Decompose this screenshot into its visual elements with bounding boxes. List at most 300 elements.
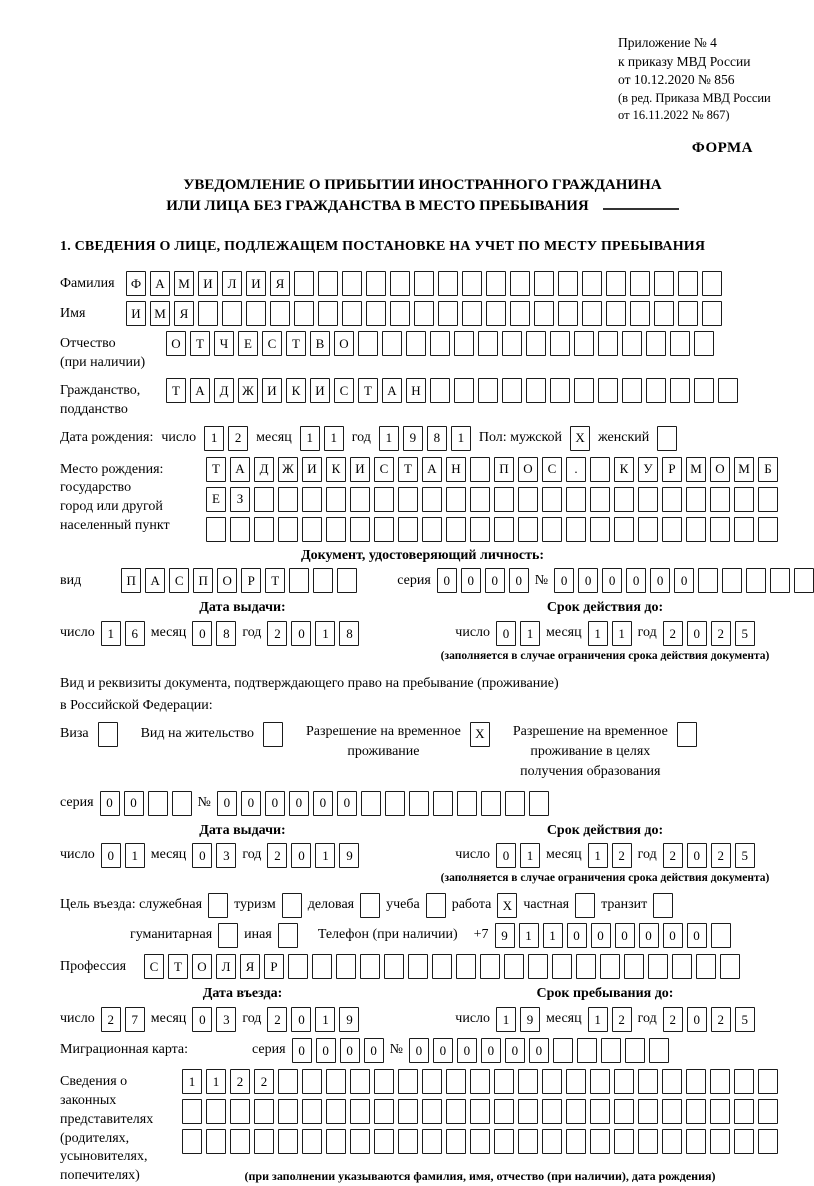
char-cell xyxy=(446,1069,466,1094)
char-cell xyxy=(422,517,442,542)
char-cell: С xyxy=(262,331,282,356)
char-cell: 2 xyxy=(267,621,287,646)
char-cell: 0 xyxy=(650,568,670,593)
char-cell xyxy=(230,517,250,542)
char-cell xyxy=(289,568,309,593)
char-cell: 2 xyxy=(612,843,632,868)
char-cell: 0 xyxy=(124,791,144,816)
char-cell: 0 xyxy=(364,1038,384,1063)
sex-female-label: женский xyxy=(598,429,650,445)
char-cell xyxy=(302,517,322,542)
month-label: месяц xyxy=(150,1010,187,1026)
char-cell xyxy=(574,331,594,356)
char-cell xyxy=(758,517,778,542)
char-cell: 0 xyxy=(291,621,311,646)
char-cell xyxy=(614,517,634,542)
char-cell xyxy=(350,517,370,542)
char-cell: А xyxy=(145,568,165,593)
char-cell: И xyxy=(262,378,282,403)
char-cell: 0 xyxy=(313,791,333,816)
work-label: работа xyxy=(451,897,492,912)
char-cell xyxy=(711,923,731,948)
char-cell xyxy=(406,331,426,356)
char-cell: Д xyxy=(254,457,274,482)
char-cell xyxy=(422,1099,442,1124)
char-cell: 6 xyxy=(125,621,145,646)
char-cell: К xyxy=(286,378,306,403)
char-cell xyxy=(398,1099,418,1124)
char-cell: Б xyxy=(758,457,778,482)
char-cell xyxy=(614,487,634,512)
char-cell: 1 xyxy=(543,923,563,948)
char-cell xyxy=(590,517,610,542)
char-cell xyxy=(230,1099,250,1124)
rvp-checkbox xyxy=(470,722,490,747)
expiry-note: (заполняется в случае ограничения срока действия документа) xyxy=(440,872,770,885)
expiry-note: (заполняется в случае ограничения срока действия документа) xyxy=(440,650,770,663)
char-cell xyxy=(550,331,570,356)
entry-date-heading: Дата въезда: xyxy=(202,985,283,1001)
char-cell xyxy=(577,1038,597,1063)
char-cell: С xyxy=(334,378,354,403)
char-cell xyxy=(366,271,386,296)
char-cell xyxy=(566,1099,586,1124)
permit-number-label: № xyxy=(197,794,211,810)
doc-dates xyxy=(60,599,785,664)
char-cell: 0 xyxy=(437,568,457,593)
header-line: к приказу МВД России xyxy=(618,53,751,69)
field-profession xyxy=(60,954,785,979)
char-cell: К xyxy=(326,457,346,482)
doc-series-cells xyxy=(437,568,529,593)
char-cell xyxy=(694,378,714,403)
char-cell: П xyxy=(121,568,141,593)
char-cell xyxy=(734,517,754,542)
char-cell: Д xyxy=(214,378,234,403)
migcard-number-cells xyxy=(409,1038,669,1063)
visa-checkbox xyxy=(98,722,118,747)
char-cell: 5 xyxy=(735,1007,755,1032)
char-cell xyxy=(502,331,522,356)
char-cell xyxy=(454,331,474,356)
char-cell xyxy=(198,301,218,326)
permit-issue-month-cells xyxy=(192,843,236,868)
month-label: месяц xyxy=(546,625,582,641)
char-cell xyxy=(758,487,778,512)
char-cell: 0 xyxy=(591,923,611,948)
char-cell xyxy=(638,1129,658,1154)
char-cell: 0 xyxy=(192,621,212,646)
entry-stay-dates xyxy=(60,985,785,1032)
char-cell xyxy=(598,378,618,403)
char-cell: 2 xyxy=(267,1007,287,1032)
purpose-official-checkbox xyxy=(208,893,228,918)
char-cell: А xyxy=(230,457,250,482)
char-cell xyxy=(630,271,650,296)
birthdate-label: Дата рождения: xyxy=(60,429,154,445)
char-cell xyxy=(294,271,314,296)
char-cell xyxy=(582,271,602,296)
phone-prefix: +7 xyxy=(473,927,489,942)
char-cell xyxy=(686,517,706,542)
char-cell xyxy=(678,301,698,326)
sex-male-checkbox xyxy=(570,426,590,451)
char-cell: 0 xyxy=(496,621,516,646)
char-cell xyxy=(494,517,514,542)
char-cell xyxy=(638,1069,658,1094)
char-cell xyxy=(246,301,266,326)
field-purpose-line2 xyxy=(130,923,785,948)
char-cell: 0 xyxy=(509,568,529,593)
char-cell: X xyxy=(570,426,590,451)
char-cell: 0 xyxy=(291,843,311,868)
stay-month-cells xyxy=(588,1007,632,1032)
field-surname xyxy=(60,271,785,296)
char-cell xyxy=(494,1099,514,1124)
char-cell: И xyxy=(310,378,330,403)
char-cell: И xyxy=(126,301,146,326)
char-cell: 0 xyxy=(602,568,622,593)
citizenship-label: Гражданство, подданство xyxy=(60,382,141,417)
char-cell: О xyxy=(334,331,354,356)
char-cell xyxy=(710,1129,730,1154)
section1-heading: 1. СВЕДЕНИЯ О ЛИЦЕ, ПОДЛЕЖАЩЕМ ПОСТАНОВКЕ НА УЧЕТ ПО МЕСТУ ПРЕБЫВАНИЯ xyxy=(60,239,706,255)
char-cell: 0 xyxy=(289,791,309,816)
char-cell xyxy=(446,1129,466,1154)
field-guardians xyxy=(60,1069,785,1186)
char-cell: 2 xyxy=(101,1007,121,1032)
char-cell xyxy=(702,301,722,326)
residence-checkbox xyxy=(263,722,283,747)
char-cell xyxy=(696,954,716,979)
char-cell: 2 xyxy=(228,426,248,451)
doc-issue-month-cells xyxy=(192,621,236,646)
char-cell: Е xyxy=(238,331,258,356)
char-cell: Я xyxy=(174,301,194,326)
char-cell: Т xyxy=(206,457,226,482)
char-cell xyxy=(734,1099,754,1124)
char-cell xyxy=(542,1069,562,1094)
char-cell xyxy=(470,457,490,482)
char-cell: 1 xyxy=(315,1007,335,1032)
char-cell: 0 xyxy=(578,568,598,593)
char-cell xyxy=(566,487,586,512)
char-cell: 0 xyxy=(265,791,285,816)
char-cell xyxy=(361,791,381,816)
char-cell xyxy=(342,301,362,326)
char-cell xyxy=(518,487,538,512)
char-cell xyxy=(718,378,738,403)
char-cell: 7 xyxy=(125,1007,145,1032)
char-cell xyxy=(575,893,595,918)
char-cell: 3 xyxy=(216,1007,236,1032)
char-cell xyxy=(206,1099,226,1124)
char-cell xyxy=(534,301,554,326)
char-cell xyxy=(336,954,356,979)
phone-cells xyxy=(495,923,731,948)
char-cell xyxy=(614,1129,634,1154)
birth-year-cells xyxy=(379,426,471,451)
char-cell xyxy=(366,301,386,326)
char-cell: Н xyxy=(446,457,466,482)
purpose-humanitarian-checkbox xyxy=(218,923,238,948)
char-cell xyxy=(606,271,626,296)
char-cell: 0 xyxy=(340,1038,360,1063)
forma-label: ФОРМА xyxy=(691,140,753,157)
char-cell xyxy=(312,954,332,979)
char-cell xyxy=(758,1099,778,1124)
char-cell: 5 xyxy=(735,621,755,646)
char-cell xyxy=(278,1069,298,1094)
char-cell xyxy=(318,271,338,296)
field-citizenship xyxy=(60,378,785,420)
patronymic-label: Отчество (при наличии) xyxy=(60,336,146,370)
birthplace-cells-row1 xyxy=(206,457,778,482)
char-cell xyxy=(456,954,476,979)
char-cell: 2 xyxy=(612,1007,632,1032)
business-label: деловая xyxy=(307,897,355,912)
char-cell xyxy=(278,923,298,948)
char-cell xyxy=(230,1129,250,1154)
char-cell: 0 xyxy=(674,568,694,593)
char-cell xyxy=(746,568,766,593)
entry-year-cells xyxy=(267,1007,359,1032)
char-cell xyxy=(422,487,442,512)
char-cell xyxy=(510,271,530,296)
char-cell xyxy=(494,1129,514,1154)
char-cell: О xyxy=(192,954,212,979)
day-label: число xyxy=(60,1010,95,1026)
char-cell xyxy=(710,1099,730,1124)
private-label: частная xyxy=(523,897,570,912)
char-cell xyxy=(678,271,698,296)
char-cell xyxy=(438,301,458,326)
char-cell xyxy=(550,378,570,403)
char-cell xyxy=(462,271,482,296)
char-cell xyxy=(600,954,620,979)
form-title-line2: ИЛИ ЛИЦА БЕЗ ГРАЖДАНСТВА В МЕСТО ПРЕБЫВАНИЯ xyxy=(60,196,785,218)
char-cell xyxy=(590,487,610,512)
char-cell: О xyxy=(710,457,730,482)
char-cell: X xyxy=(497,893,517,918)
char-cell xyxy=(254,1129,274,1154)
char-cell xyxy=(414,301,434,326)
char-cell: 0 xyxy=(554,568,574,593)
day-label: число xyxy=(455,847,491,863)
entry-month-cells xyxy=(192,1007,236,1032)
char-cell xyxy=(302,1129,322,1154)
permit-issue-year-cells xyxy=(267,843,359,868)
char-cell xyxy=(457,791,477,816)
char-cell: X xyxy=(470,722,490,747)
char-cell xyxy=(172,791,192,816)
issue-date-heading: Дата выдачи: xyxy=(199,822,286,838)
char-cell xyxy=(552,954,572,979)
doc-exp-day-cells xyxy=(496,621,540,646)
firstname-cells xyxy=(126,301,722,326)
char-cell: Ф xyxy=(126,271,146,296)
residence-label: Вид на жительство xyxy=(140,725,254,741)
char-cell: 1 xyxy=(520,843,540,868)
study-label: учеба xyxy=(386,897,420,912)
year-label: год xyxy=(637,625,657,641)
char-cell: П xyxy=(193,568,213,593)
rvp-label: Разрешение на временное проживание xyxy=(305,723,461,759)
char-cell: 0 xyxy=(291,1007,311,1032)
char-cell xyxy=(218,923,238,948)
char-cell xyxy=(638,517,658,542)
char-cell xyxy=(672,954,692,979)
char-cell xyxy=(481,791,501,816)
char-cell xyxy=(518,1099,538,1124)
char-cell: 1 xyxy=(315,621,335,646)
field-id-document xyxy=(60,568,785,593)
char-cell: И xyxy=(246,271,266,296)
char-cell xyxy=(398,1129,418,1154)
char-cell xyxy=(326,487,346,512)
char-cell xyxy=(662,1129,682,1154)
char-cell: 2 xyxy=(230,1069,250,1094)
char-cell xyxy=(288,954,308,979)
char-cell: Е xyxy=(206,487,226,512)
char-cell: Т xyxy=(358,378,378,403)
char-cell: 1 xyxy=(204,426,224,451)
char-cell xyxy=(794,568,814,593)
char-cell xyxy=(350,1069,370,1094)
char-cell: 0 xyxy=(217,791,237,816)
char-cell xyxy=(263,722,283,747)
form-title-line1: УВЕДОМЛЕНИЕ О ПРИБЫТИИ ИНОСТРАННОГО ГРАЖДАНИНА xyxy=(183,176,662,193)
char-cell xyxy=(528,954,548,979)
char-cell: У xyxy=(638,457,658,482)
day-label: число xyxy=(60,625,95,641)
char-cell xyxy=(433,791,453,816)
day-label: число xyxy=(455,1010,491,1026)
char-cell xyxy=(350,1129,370,1154)
profession-cells xyxy=(144,954,740,979)
char-cell: 0 xyxy=(567,923,587,948)
char-cell xyxy=(662,487,682,512)
char-cell: Т xyxy=(265,568,285,593)
char-cell: Я xyxy=(270,271,290,296)
char-cell xyxy=(722,568,742,593)
char-cell xyxy=(222,301,242,326)
char-cell: М xyxy=(686,457,706,482)
birthplace-cells-row2 xyxy=(206,487,778,512)
char-cell xyxy=(470,1069,490,1094)
char-cell xyxy=(294,301,314,326)
char-cell xyxy=(446,487,466,512)
char-cell xyxy=(278,1099,298,1124)
char-cell xyxy=(360,893,380,918)
phone-label: Телефон (при наличии) xyxy=(317,927,458,942)
doc-exp-month-cells xyxy=(588,621,632,646)
expiry-date-heading: Срок действия до: xyxy=(546,600,664,616)
char-cell xyxy=(326,517,346,542)
char-cell xyxy=(470,1129,490,1154)
char-cell xyxy=(758,1129,778,1154)
char-cell xyxy=(302,487,322,512)
char-cell xyxy=(638,487,658,512)
char-cell xyxy=(470,487,490,512)
char-cell xyxy=(182,1099,202,1124)
char-cell: 1 xyxy=(496,1007,516,1032)
char-cell xyxy=(657,426,677,451)
year-label: год xyxy=(242,1010,262,1026)
char-cell: Я xyxy=(240,954,260,979)
field-firstname xyxy=(60,301,785,326)
char-cell xyxy=(422,1069,442,1094)
month-label: месяц xyxy=(150,847,187,863)
surname-cells xyxy=(126,271,722,296)
char-cell xyxy=(350,487,370,512)
month-label: месяц xyxy=(256,429,292,445)
char-cell: 1 xyxy=(125,843,145,868)
field-birthplace xyxy=(60,457,785,542)
permit-series-cells xyxy=(100,791,192,816)
char-cell: 9 xyxy=(520,1007,540,1032)
char-cell: Ж xyxy=(238,378,258,403)
char-cell xyxy=(505,791,525,816)
char-cell xyxy=(734,487,754,512)
transit-label: транзит xyxy=(601,897,648,912)
char-cell xyxy=(698,568,718,593)
char-cell xyxy=(542,1129,562,1154)
char-cell: 0 xyxy=(192,843,212,868)
char-cell xyxy=(438,271,458,296)
char-cell: 0 xyxy=(457,1038,477,1063)
char-cell: Ж xyxy=(278,457,298,482)
year-label: год xyxy=(637,1010,657,1026)
header-line: (в ред. Приказа МВД России xyxy=(618,90,771,105)
char-cell xyxy=(686,487,706,512)
permit-exp-month-cells xyxy=(588,843,632,868)
char-cell: 0 xyxy=(639,923,659,948)
char-cell xyxy=(302,1069,322,1094)
char-cell xyxy=(526,378,546,403)
char-cell xyxy=(710,487,730,512)
char-cell xyxy=(529,791,549,816)
stay-year-cells xyxy=(663,1007,755,1032)
char-cell xyxy=(430,378,450,403)
char-cell: 2 xyxy=(711,1007,731,1032)
purpose-other-checkbox xyxy=(278,923,298,948)
char-cell: Р xyxy=(662,457,682,482)
purpose-work-checkbox xyxy=(497,893,517,918)
expiry-date-heading: Срок действия до: xyxy=(546,822,664,838)
char-cell: Т xyxy=(286,331,306,356)
char-cell xyxy=(710,1069,730,1094)
purpose-transit-checkbox xyxy=(653,893,673,918)
char-cell: 0 xyxy=(687,1007,707,1032)
id-document-heading: Документ, удостоверяющий личность: xyxy=(300,547,545,563)
char-cell xyxy=(270,301,290,326)
tourism-label: туризм xyxy=(234,897,276,912)
guardians-cells-row1 xyxy=(182,1069,778,1094)
field-purpose xyxy=(60,893,785,918)
char-cell xyxy=(208,893,228,918)
char-cell xyxy=(770,568,790,593)
char-cell: О xyxy=(518,457,538,482)
visa-label: Виза xyxy=(60,725,89,741)
char-cell xyxy=(614,1099,634,1124)
year-label: год xyxy=(637,847,657,863)
char-cell xyxy=(478,331,498,356)
char-cell xyxy=(553,1038,573,1063)
char-cell xyxy=(638,1099,658,1124)
char-cell xyxy=(374,1099,394,1124)
issue-date-heading: Дата выдачи: xyxy=(199,600,286,616)
